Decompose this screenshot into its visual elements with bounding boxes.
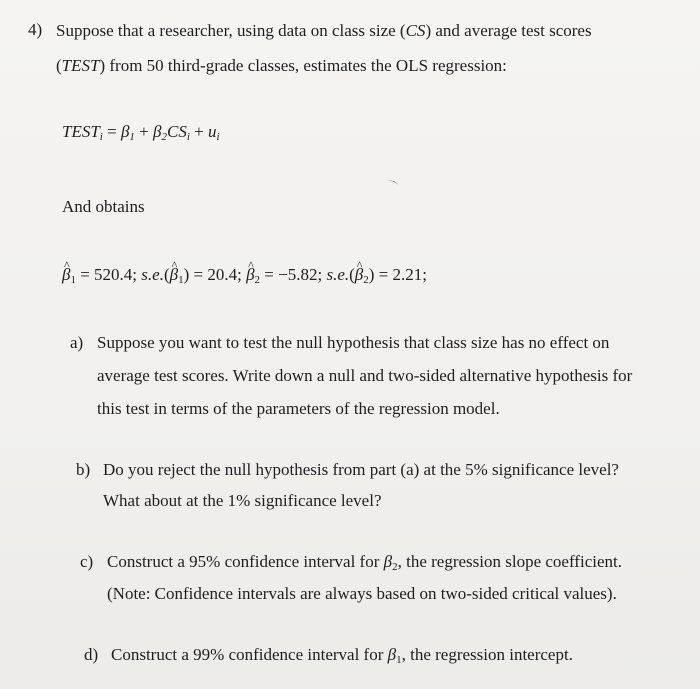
beta-sub: 2 bbox=[392, 561, 398, 573]
part-a-line-1: Suppose you want to test the null hypothesis that class size has no effect on bbox=[97, 333, 610, 352]
est-sub: 2 bbox=[254, 274, 261, 286]
est-sub: 2 bbox=[363, 274, 369, 286]
eq-sub: 2 bbox=[161, 131, 167, 143]
beta-sub: 1 bbox=[396, 654, 402, 666]
test-variable: TEST bbox=[61, 56, 100, 75]
eq-beta1: β bbox=[120, 122, 130, 141]
eq-sub: i bbox=[99, 131, 103, 143]
intro-text: Suppose that a researcher, using data on class size ( bbox=[56, 21, 406, 40]
eq-sub: i bbox=[216, 131, 220, 143]
beta1-symbol: β bbox=[387, 645, 397, 664]
eq-sub: i bbox=[186, 131, 190, 143]
part-d-line-1 bbox=[111, 644, 573, 671]
eq-lhs: TEST bbox=[62, 122, 100, 141]
part-d-text: , the regression intercept. bbox=[401, 645, 573, 664]
eq-plus: + bbox=[194, 122, 204, 141]
est-sub: 1 bbox=[178, 274, 184, 286]
question-intro-line-2 bbox=[56, 55, 507, 77]
eq-sign: = bbox=[107, 122, 117, 141]
part-a-label: a) bbox=[70, 333, 84, 352]
eq-plus: + bbox=[139, 122, 149, 141]
beta2-hat: ^ β bbox=[246, 264, 254, 286]
and-obtains: And obtains bbox=[62, 197, 145, 216]
se2-value: ) = 2.21; bbox=[368, 265, 427, 284]
regression-equation bbox=[62, 121, 220, 148]
part-a-line-2: average test scores. Write down a null and two-sided alternative hypothesis for bbox=[97, 366, 633, 385]
intro-text: ) and average test scores bbox=[425, 21, 592, 40]
part-d-label: d) bbox=[84, 645, 99, 664]
se1-value: ) = 20.4; bbox=[183, 265, 247, 284]
beta1-hat: ^ β bbox=[62, 264, 70, 286]
paren: ( bbox=[349, 265, 355, 284]
question-intro-line-1 bbox=[56, 20, 592, 42]
part-b-line-2: What about at the 1% significance level? bbox=[103, 491, 382, 510]
beta2-value: = −5.82; bbox=[260, 265, 327, 284]
eq-cs: CS bbox=[166, 122, 187, 141]
part-c-line-2: (Note: Confidence intervals are always based on two-sided critical values). bbox=[107, 584, 617, 603]
eq-beta2: β bbox=[153, 122, 162, 141]
intro-text: ) from 50 third-grade classes, estimates the OLS regression: bbox=[99, 56, 507, 75]
se-label: s.e. bbox=[326, 265, 350, 284]
intro-text: ( bbox=[56, 56, 62, 75]
cs-variable: CS bbox=[405, 21, 426, 40]
part-c-label: c) bbox=[80, 552, 94, 571]
stray-pen-mark: ⌒ bbox=[383, 179, 399, 195]
beta1-value: = 520.4; bbox=[75, 265, 142, 284]
part-b-line-1: Do you reject the null hypothesis from part (a) at the 5% significance level? bbox=[103, 460, 619, 479]
est-sub: 1 bbox=[70, 274, 76, 286]
part-a-line-3: this test in terms of the parameters of the regression model. bbox=[97, 399, 500, 418]
part-c-line-1 bbox=[107, 551, 622, 578]
eq-error: u bbox=[207, 122, 217, 141]
part-d-text: Construct a 99% confidence interval for bbox=[111, 645, 388, 664]
part-c-text: Construct a 95% confidence interval for bbox=[107, 552, 384, 571]
eq-sub: 1 bbox=[129, 131, 135, 143]
paren: ( bbox=[163, 265, 170, 284]
se-label: s.e. bbox=[141, 265, 164, 284]
question-number: 4) bbox=[28, 20, 43, 39]
part-c-text: , the regression slope coefficient. bbox=[397, 552, 622, 571]
se-beta2-hat: ^ β bbox=[355, 264, 363, 286]
part-b-label: b) bbox=[76, 460, 91, 479]
coefficient-estimates bbox=[62, 264, 427, 291]
se-beta1-hat: ^ β bbox=[170, 264, 178, 286]
beta2-symbol: β bbox=[383, 552, 393, 571]
